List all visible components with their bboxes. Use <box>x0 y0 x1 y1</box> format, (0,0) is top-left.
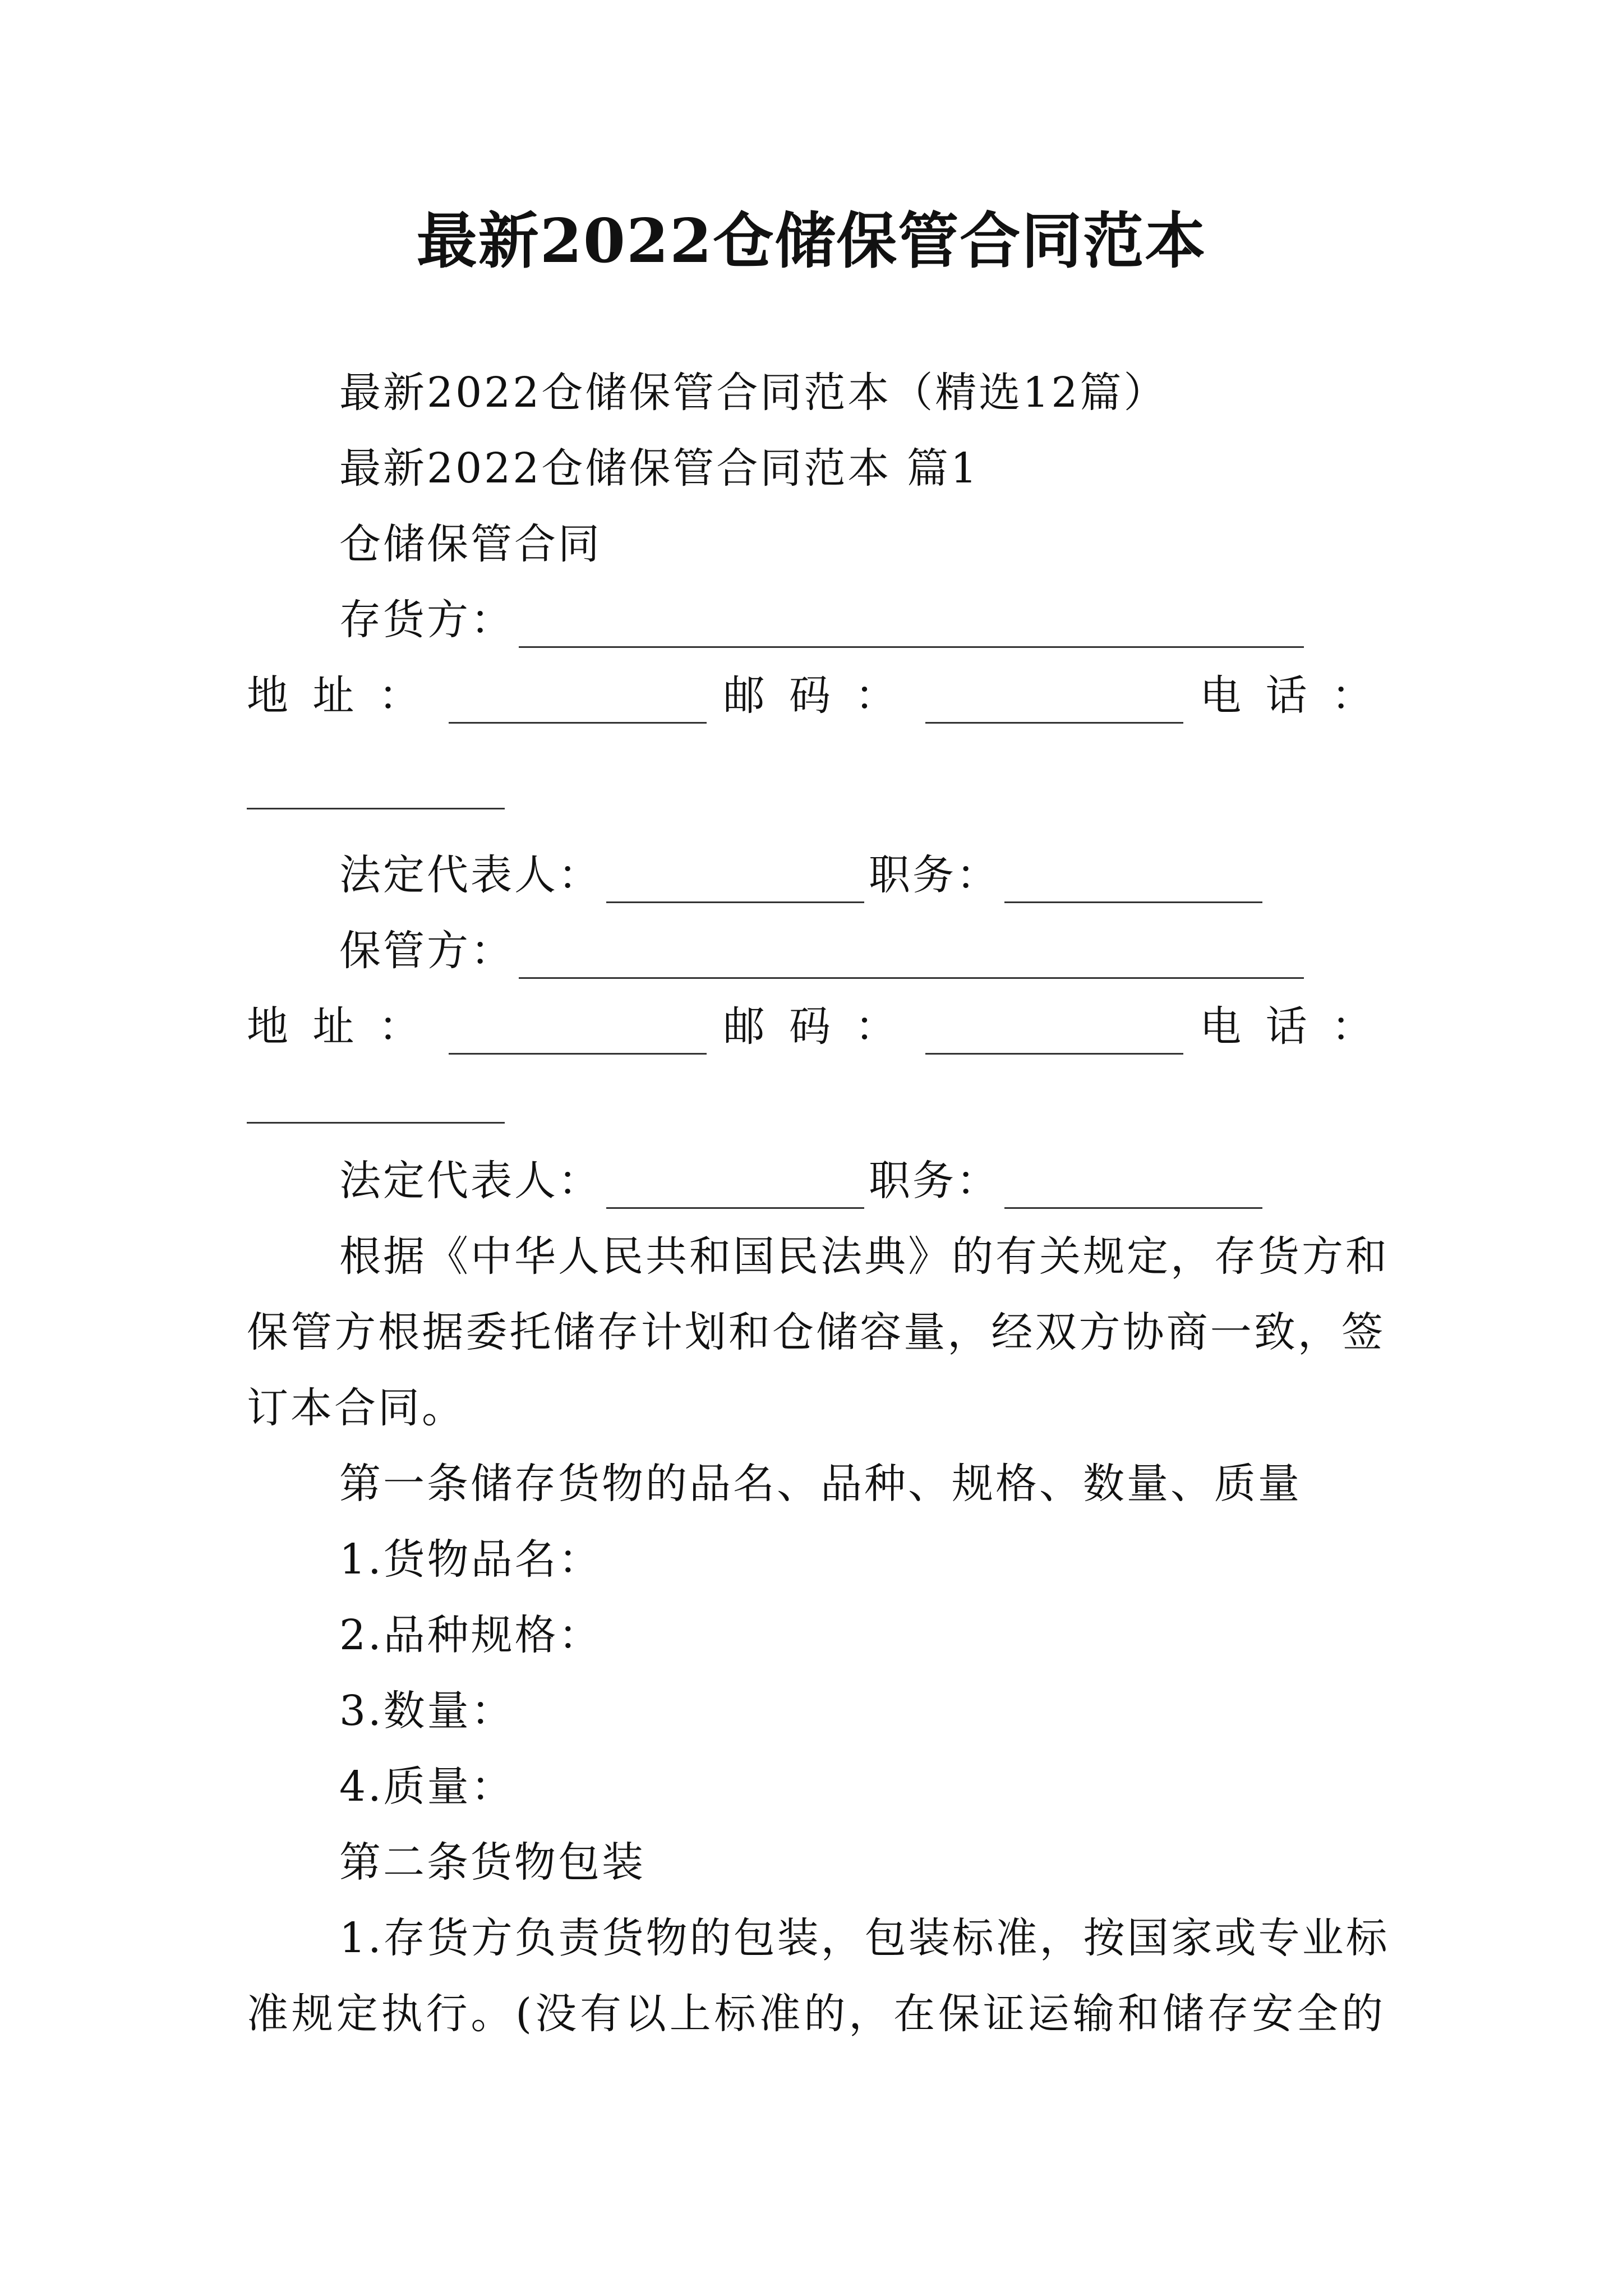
preamble-line: 订本合同。 <box>247 1384 465 1432</box>
article1-item: 2.品种规格： <box>339 1611 602 1659</box>
depositor-label: 存货方： <box>339 596 514 644</box>
custodian-postcode-blank[interactable] <box>925 1014 1183 1055</box>
article1-item: 4.质量： <box>339 1763 515 1811</box>
article1-heading: 第一条储存货物的品名、品种、规格、数量、质量 <box>339 1460 1302 1508</box>
depositor-rep-blank[interactable] <box>606 862 864 903</box>
custodian-phone-blank[interactable] <box>247 1122 505 1124</box>
contract-name: 仓储保管合同 <box>339 520 602 568</box>
depositor-position-label: 职务： <box>869 851 1000 899</box>
depositor-address-label: 地址： <box>247 671 445 720</box>
depositor-rep-row <box>339 847 1267 903</box>
depositor-position-blank[interactable] <box>1004 862 1262 903</box>
depositor-blank[interactable] <box>519 607 1304 648</box>
custodian-row <box>339 923 1308 979</box>
depositor-phone-label: 电话： <box>1187 671 1386 720</box>
custodian-address-blank[interactable] <box>449 1014 707 1055</box>
custodian-contact-row <box>247 999 1385 1055</box>
article2-line: 1.存货方负责货物的包装，包装标准，按国家或专业标 <box>339 1914 1390 1962</box>
article1-item: 1.货物品名： <box>339 1535 602 1584</box>
document-subtitle: 最新2022仓储保管合同范本（精选12篇） <box>339 369 1168 417</box>
custodian-rep-row <box>339 1153 1267 1209</box>
custodian-postcode-label: 邮码： <box>711 1002 921 1051</box>
custodian-address-label: 地址： <box>247 1002 445 1051</box>
article2-line: 准规定执行。(没有以上标准的，在保证运输和储存安全的 <box>247 1990 1385 2038</box>
custodian-rep-blank[interactable] <box>606 1168 864 1209</box>
document-title: 最新2022仓储保管合同范本 <box>416 206 1207 277</box>
depositor-phone-blank[interactable] <box>247 808 505 809</box>
custodian-blank[interactable] <box>519 938 1304 979</box>
custodian-label: 保管方： <box>339 927 514 975</box>
article2-heading: 第二条货物包装 <box>339 1838 645 1887</box>
custodian-phone-label: 电话： <box>1187 1002 1386 1051</box>
part-heading: 最新2022仓储保管合同范本 篇1 <box>339 444 979 493</box>
preamble-line: 根据《中华人民共和国民法典》的有关规定，存货方和 <box>339 1232 1389 1281</box>
preamble-line: 保管方根据委托储存计划和仓储容量，经双方协商一致，签 <box>247 1308 1385 1356</box>
custodian-position-blank[interactable] <box>1004 1168 1262 1209</box>
article1-item: 3.数量： <box>339 1687 515 1735</box>
custodian-rep-label: 法定代表人： <box>339 1157 602 1205</box>
custodian-position-label: 职务： <box>869 1157 1000 1205</box>
depositor-postcode-label: 邮码： <box>711 671 921 720</box>
depositor-contact-row <box>247 668 1385 724</box>
depositor-rep-label: 法定代表人： <box>339 851 602 899</box>
depositor-postcode-blank[interactable] <box>925 683 1183 724</box>
depositor-row <box>339 592 1308 648</box>
depositor-address-blank[interactable] <box>449 683 707 724</box>
